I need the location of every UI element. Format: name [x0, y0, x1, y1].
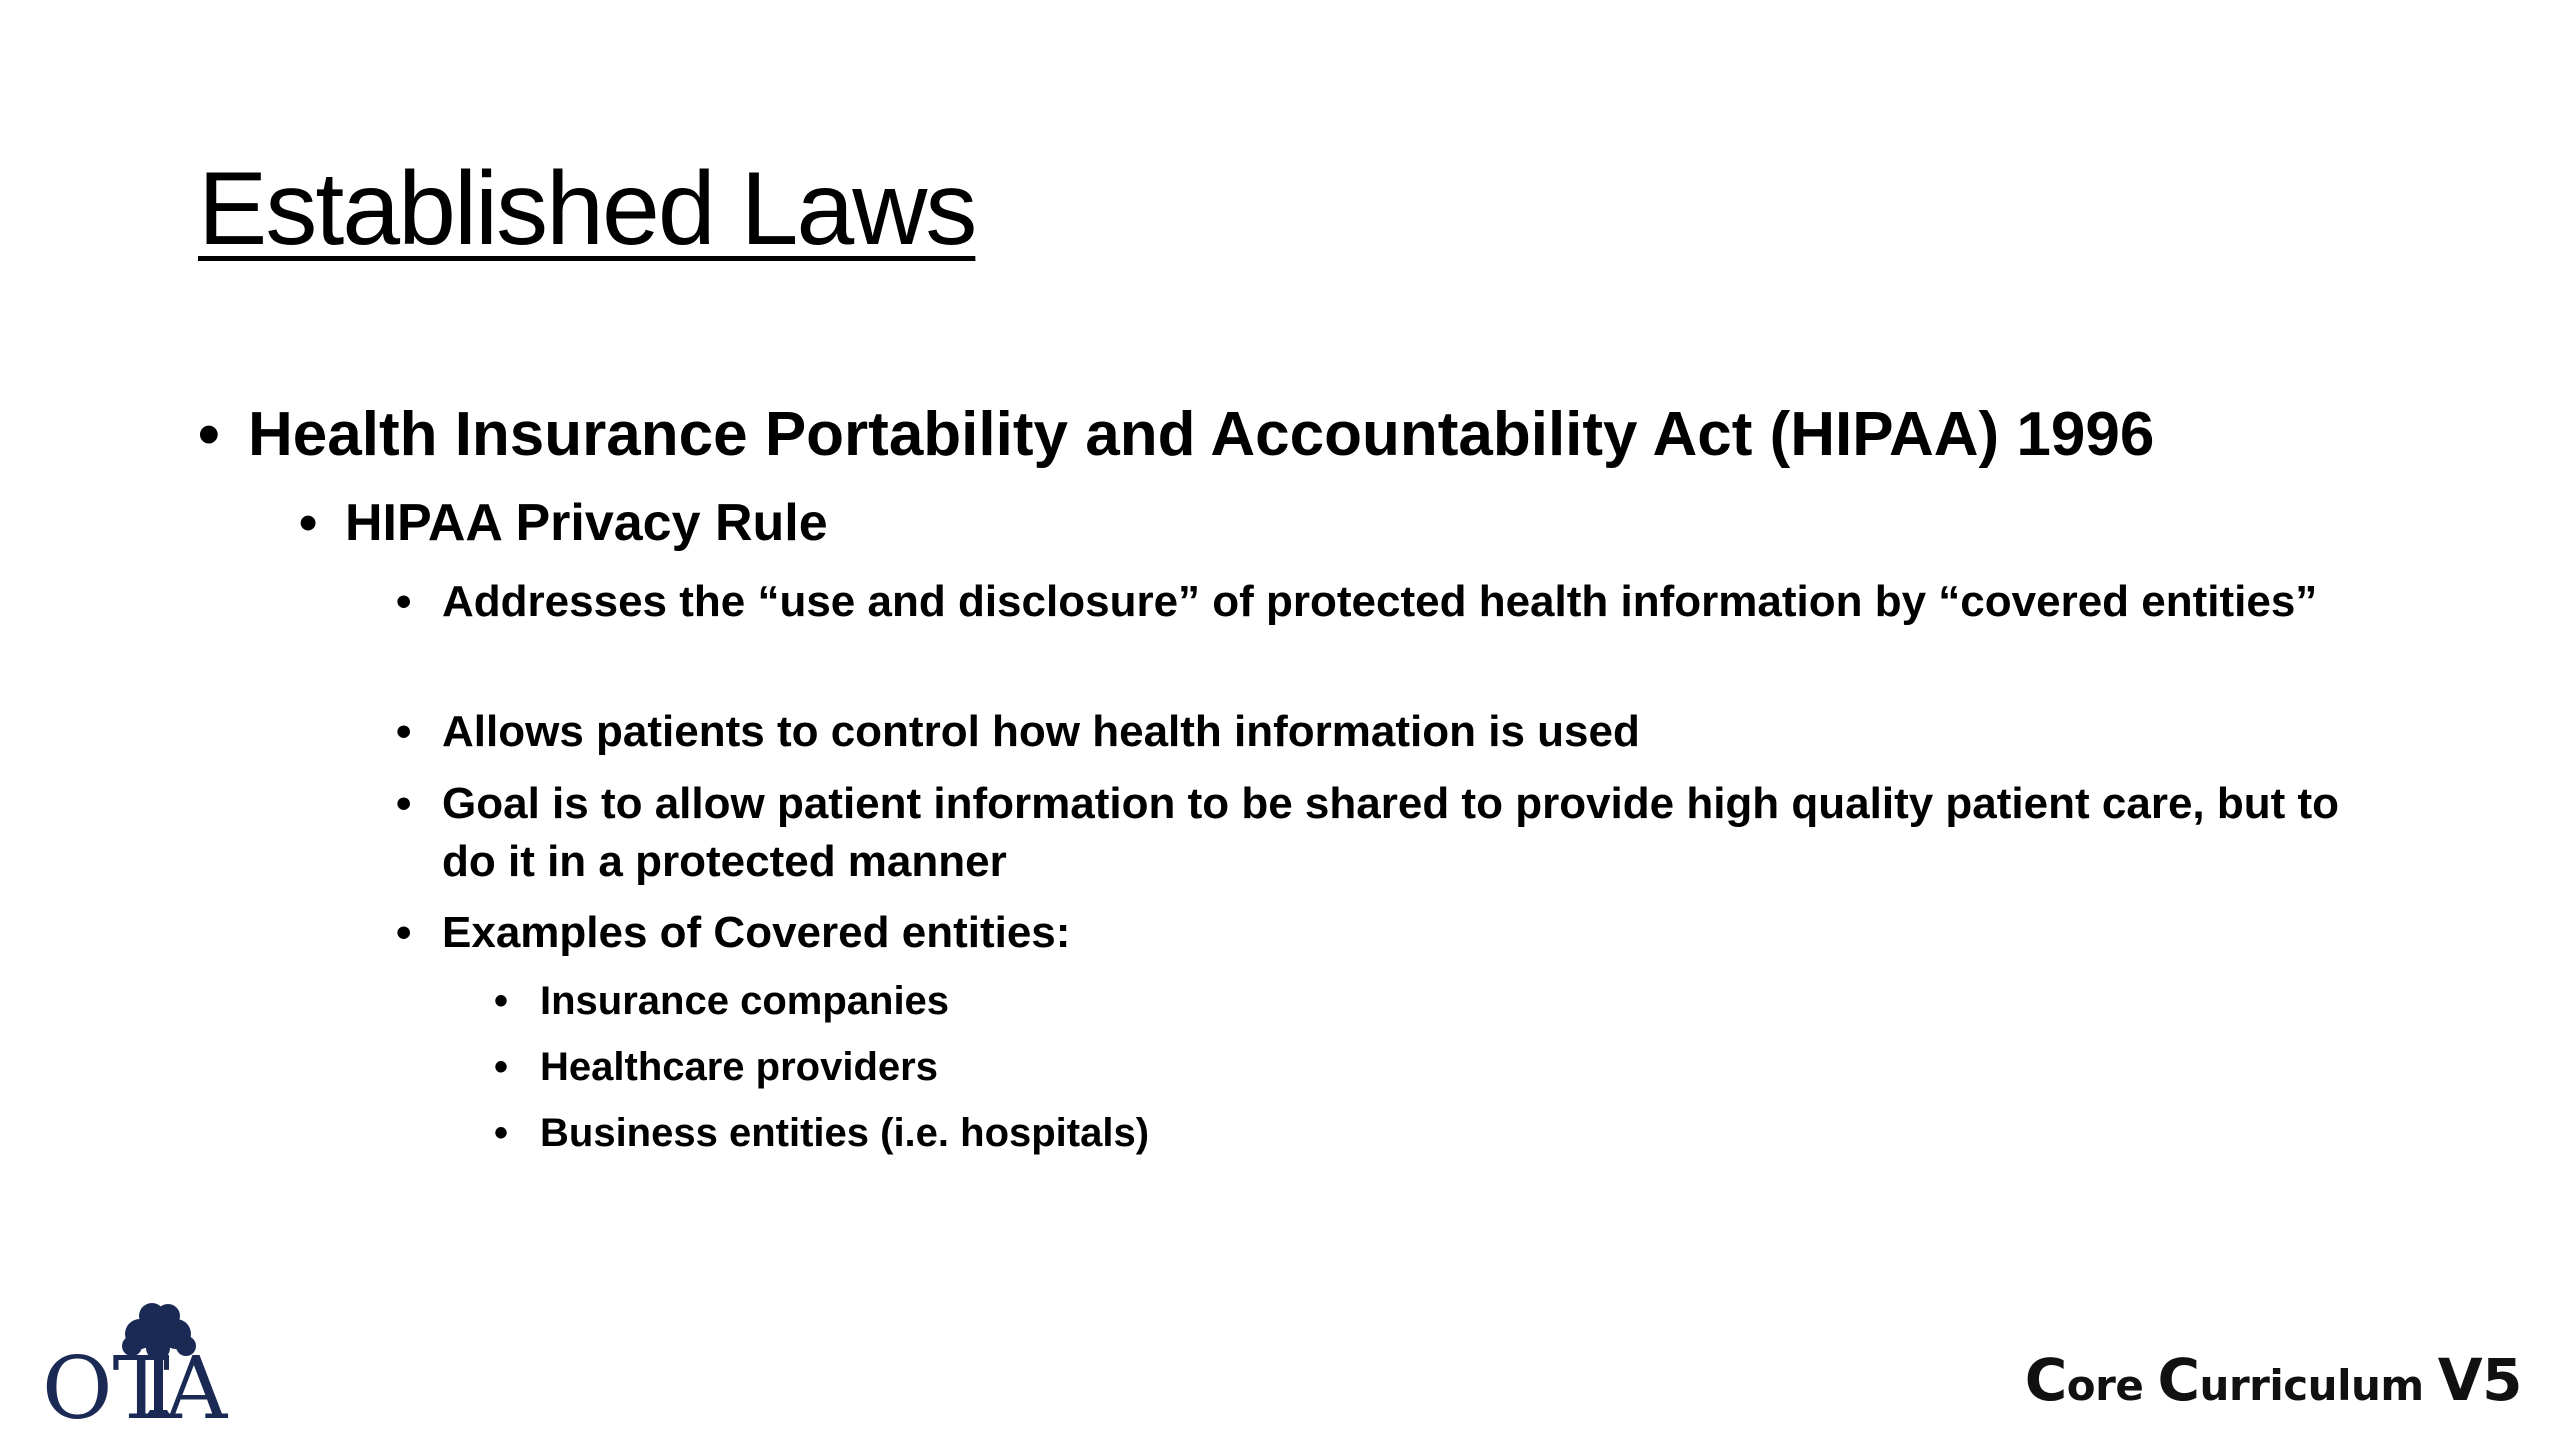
core-curriculum-brand: Core Curriculum V5	[2024, 1346, 2522, 1414]
bullet-dot-icon: •	[494, 1045, 509, 1089]
bullet-dot-icon: •	[396, 908, 412, 957]
ota-logo	[40, 1300, 260, 1430]
bullet-dot-icon: •	[299, 494, 318, 552]
tree-logo-icon	[40, 1300, 260, 1430]
bullet-level-4: • Business entities (i.e. hospitals)	[494, 1111, 1150, 1155]
bullet-level-3: • Goal is to allow patient information to be shared to provide high quality patient care, but to do it in a protected manner	[442, 775, 2362, 891]
logo-text: OTA	[42, 1339, 228, 1430]
bullet-level-3: • Addresses the “use and disclosure” of protected health information by “covered entities”	[442, 573, 2342, 631]
bullet-dot-icon: •	[396, 577, 412, 626]
slide-title: Established Laws	[198, 151, 976, 267]
bullet-level-3: • Allows patients to control how health information is used	[442, 703, 2342, 761]
bullet-level-4: • Healthcare providers	[494, 1045, 938, 1089]
bullet-dot-icon: •	[396, 707, 412, 756]
bullet-level-1: • Health Insurance Portability and Accountability Act (HIPAA) 1996	[248, 398, 2448, 472]
bullet-level-4: • Insurance companies	[494, 979, 950, 1023]
bullet-dot-icon: •	[494, 1111, 509, 1155]
bullet-dot-icon: •	[396, 779, 412, 828]
bullet-dot-icon: •	[198, 400, 220, 469]
bullet-dot-icon: •	[494, 979, 509, 1023]
bullet-level-3: • Examples of Covered entities:	[442, 904, 2342, 962]
bullet-level-2: • HIPAA Privacy Rule	[345, 492, 2345, 554]
